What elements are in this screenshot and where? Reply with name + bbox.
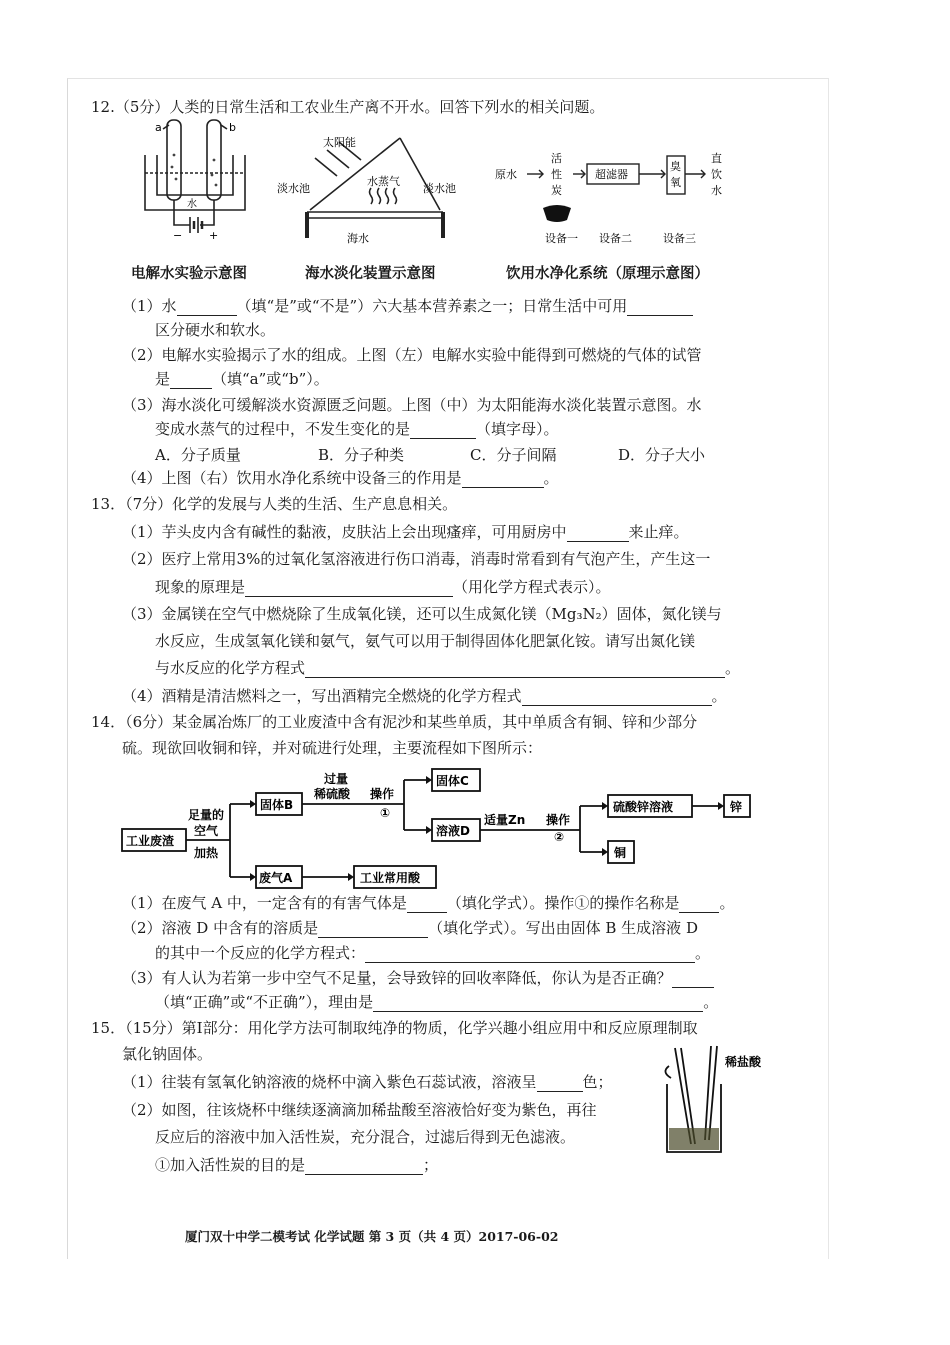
caption-electrolysis: 电解水实验示意图 [131,266,247,282]
label-solar: 太阳能 [323,136,356,149]
label-left-pool: 淡水池 [277,182,310,195]
q13-p1-text-a: （1）芋头皮内含有碱性的黏液，皮肤沾上会出现瘙痒，可用厨房中 [122,523,567,541]
q14-stem-line2: 硫。现欲回收铜和锌，并对硫进行处理，主要流程如下图所示： [122,739,543,757]
q13-part3-line2: 水反应，生成氢氧化镁和氨气，氨气可以用于制得固体化肥氯化铵。请写出氮化镁 [155,632,696,650]
label-out-3: 水 [711,184,722,197]
flow-solid-c: 固体C [436,774,469,788]
q13-part3-line1: （3）金属镁在空气中燃烧除了生成氧化镁，还可以生成氮化镁（Mg₃N₂）固体，氮化镁与 [122,605,722,623]
flow-op1-num: ① [380,806,391,820]
option-d: D．分子大小 [618,446,706,464]
q14-p2-text-c: 的其中一个反应的化学方程式： [155,944,366,962]
blank-q15-1[interactable] [537,1075,583,1092]
label-water: 水 [187,199,197,210]
q15-p2-text-d: ； [423,1156,439,1174]
blank-q12-1[interactable] [177,299,237,316]
flow-gas-a: 废气A [259,871,293,885]
q12-part1-line1 [122,296,693,316]
label-plus: + [209,229,219,242]
label-device-1: 设备一 [545,232,578,245]
label-ozone-2: 氧 [670,176,681,189]
q13-p4-text-b: 。 [711,687,727,705]
blank-q12-3[interactable] [170,372,212,389]
option-b: B．分子种类 [318,446,405,464]
label-device-3: 设备三 [663,232,696,245]
q13-p3-text-d: 。 [725,659,741,677]
q15-part1 [122,1072,613,1092]
blank-q14-3[interactable] [318,921,428,938]
q12-stem: 12.（5分）人类的日常生活和工农业生产离不开水。回答下列水的相关问题。 [91,98,605,116]
blank-q12-5[interactable] [462,471,544,488]
flow-heat: 加热 [194,846,219,860]
blank-q12-4[interactable] [410,422,476,439]
label-out-2: 饮 [711,168,722,181]
flow-air-2: 空气 [194,824,219,838]
label-sea: 海水 [347,232,369,245]
flow-copper: 铜 [614,846,627,860]
option-c: C．分子间隔 [470,446,557,464]
q12-p2-text-c: （填“a”或“b”）。 [212,370,329,388]
label-dilute-hcl: 稀盐酸 [725,1055,762,1069]
q13-p2-text-b: 现象的原理是 [155,578,246,596]
q15-p1-text-a: （1）往装有氢氧化钠溶液的烧杯中滴入紫色石蕊试液，溶液呈 [122,1073,537,1091]
blank-q14-2[interactable] [679,896,719,913]
q13-part3-line3 [155,658,740,678]
q12-part4 [122,468,559,488]
blank-q14-5[interactable] [672,971,714,988]
flow-acid-1: 过量 [324,772,349,786]
q12-part1-line2: 区分硬水和软水。 [155,321,276,339]
q14-part1 [122,893,734,913]
desalination-diagram [275,130,475,250]
label-b: b [229,121,236,134]
q14-p2-text-d: 。 [695,944,711,962]
label-filter: 超滤器 [595,168,628,181]
label-carbon-3: 炭 [551,184,562,197]
q12-p1-text-a: （1）水 [122,297,177,315]
q15-stem-line1: 15．（15分）第Ⅰ部分：用化学方法可制取纯净的物质，化学兴趣小组应用中和反应原理制取 [91,1019,698,1037]
label-minus: − [173,229,183,242]
q15-p2-text-c: ①加入活性炭的目的是 [155,1156,306,1174]
q13-p4-text-a: （4）酒精是清洁燃料之一，写出酒精完全燃烧的化学方程式 [122,687,522,705]
q14-p3-text-c: 。 [703,993,719,1011]
blank-q12-2[interactable] [627,299,693,316]
flow-solid-b: 固体B [260,798,294,812]
q14-part3-line1 [122,968,714,988]
label-vapor: 水蒸气 [367,175,400,188]
flow-op1: 操作 [370,787,395,801]
q14-p1-text-b: （填化学式）。操作①的操作名称是 [446,894,680,912]
blank-q15-2[interactable] [305,1158,423,1175]
q13-part2-line1: （2）医疗上常用3%的过氧化氢溶液进行伤口消毒，消毒时常看到有气泡产生，产生这一 [122,550,711,568]
beaker-figure [655,1044,775,1164]
q12-part3-line1: （3）海水淡化可缓解淡水资源匮乏问题。上图（中）为太阳能海水淡化装置示意图。水 [122,396,702,414]
label-raw-water: 原水 [495,168,517,181]
q13-part1 [122,522,689,542]
q15-stem-line2: 氯化钠固体。 [122,1045,213,1063]
q14-p3-text-a: （3）有人认为若第一步中空气不足量，会导致锌的回收率降低，你认为是否正确？ [122,969,672,987]
label-device-2: 设备二 [599,232,632,245]
label-ozone-1: 臭 [670,160,681,173]
blank-q14-6[interactable] [373,995,703,1012]
q12-part2-line1: （2）电解水实验揭示了水的组成。上图（左）电解水实验中能得到可燃烧的气体的试管 [122,346,702,364]
caption-desalination: 海水淡化装置示意图 [305,266,436,282]
flow-air-1: 足量的 [188,808,225,822]
flow-acid-2: 稀硫酸 [314,787,351,801]
q14-p3-text-b: （填“正确”或“不正确”），理由是 [155,993,374,1011]
q13-p1-text-b: 来止痒。 [628,523,689,541]
label-a: a [155,121,162,134]
q15-part2-line2: 反应后的溶液中加入活性炭，充分混合，过滤后得到无色滤液。 [155,1128,576,1146]
blank-q14-4[interactable] [365,946,695,963]
flow-solution-d: 溶液D [436,824,470,838]
q13-p3-text-c: 与水反应的化学方程式 [155,659,306,677]
q13-part2-line2 [155,577,611,597]
q14-p2-text-b: （填化学式）。写出由固体 B 生成溶液 D [428,919,698,937]
q12-p2-text-b: 是 [155,370,171,388]
q13-p2-text-c: （用化学方程式表示）。 [453,578,611,596]
q12-p3-text-b: 变成水蒸气的过程中，不发生变化的是 [155,420,411,438]
flow-industrial-acid: 工业常用酸 [360,871,421,885]
q13-part4 [122,686,727,706]
flow-zinc-reagent: 适量Zn [484,813,526,827]
q14-p1-text-c: 。 [719,894,735,912]
flow-op2: 操作 [546,813,571,827]
blank-q13-1[interactable] [567,525,629,542]
q12-part3-line2 [155,419,559,439]
q14-part3-line2 [155,992,718,1012]
q15-p1-text-b: 色； [582,1073,613,1091]
page-footer: 厦门双十中学二模考试 化学试题 第 3 页（共 4 页）2017-06-02 [185,1229,559,1244]
q14-p1-text-a: （1）在废气 A 中，一定含有的有害气体是 [122,894,407,912]
q14-part2-line1 [122,918,698,938]
blank-q13-3[interactable] [305,661,725,678]
option-a: A．分子质量 [155,446,241,464]
q14-part2-line2 [155,943,710,963]
blank-q14-1[interactable] [407,896,447,913]
q12-p1-text-b: （填“是”或“不是”）六大基本营养素之一；日常生活中可用 [236,297,628,315]
q12-p4-text-a: （4）上图（右）饮用水净化系统中设备三的作用是 [122,469,462,487]
q15-part2-line3 [155,1155,438,1175]
blank-q13-2[interactable] [245,580,453,597]
q12-p3-text-c: （填字母）。 [476,420,559,438]
flow-zinc: 锌 [730,800,743,814]
q12-part2-line2 [155,369,329,389]
purification-diagram [495,148,735,248]
label-out-1: 直 [711,152,722,165]
q13-stem: 13．（7分）化学的发展与人类的生活、生产息息相关。 [91,495,458,513]
label-right-pool: 淡水池 [423,182,456,195]
flow-znso4: 硫酸锌溶液 [613,800,674,814]
electrolysis-diagram [135,115,255,250]
blank-q13-4[interactable] [522,689,712,706]
flow-waste: 工业废渣 [126,834,175,848]
q14-p2-text-a: （2）溶液 D 中含有的溶质是 [122,919,319,937]
q15-part2-line1: （2）如图，往该烧杯中继续逐滴滴加稀盐酸至溶液恰好变为紫色，再往 [122,1101,597,1119]
caption-purification: 饮用水净化系统（原理示意图） [506,266,709,282]
flow-op2-num: ② [554,830,565,844]
q12-p4-text-b: 。 [543,469,559,487]
label-carbon-2: 性 [551,168,562,181]
label-carbon-1: 活 [551,152,562,165]
q14-flowchart [118,765,758,895]
q14-stem-line1: 14．（6分）某金属冶炼厂的工业废渣中含有泥沙和某些单质，其中单质含有铜、锌和少部分 [91,713,698,731]
